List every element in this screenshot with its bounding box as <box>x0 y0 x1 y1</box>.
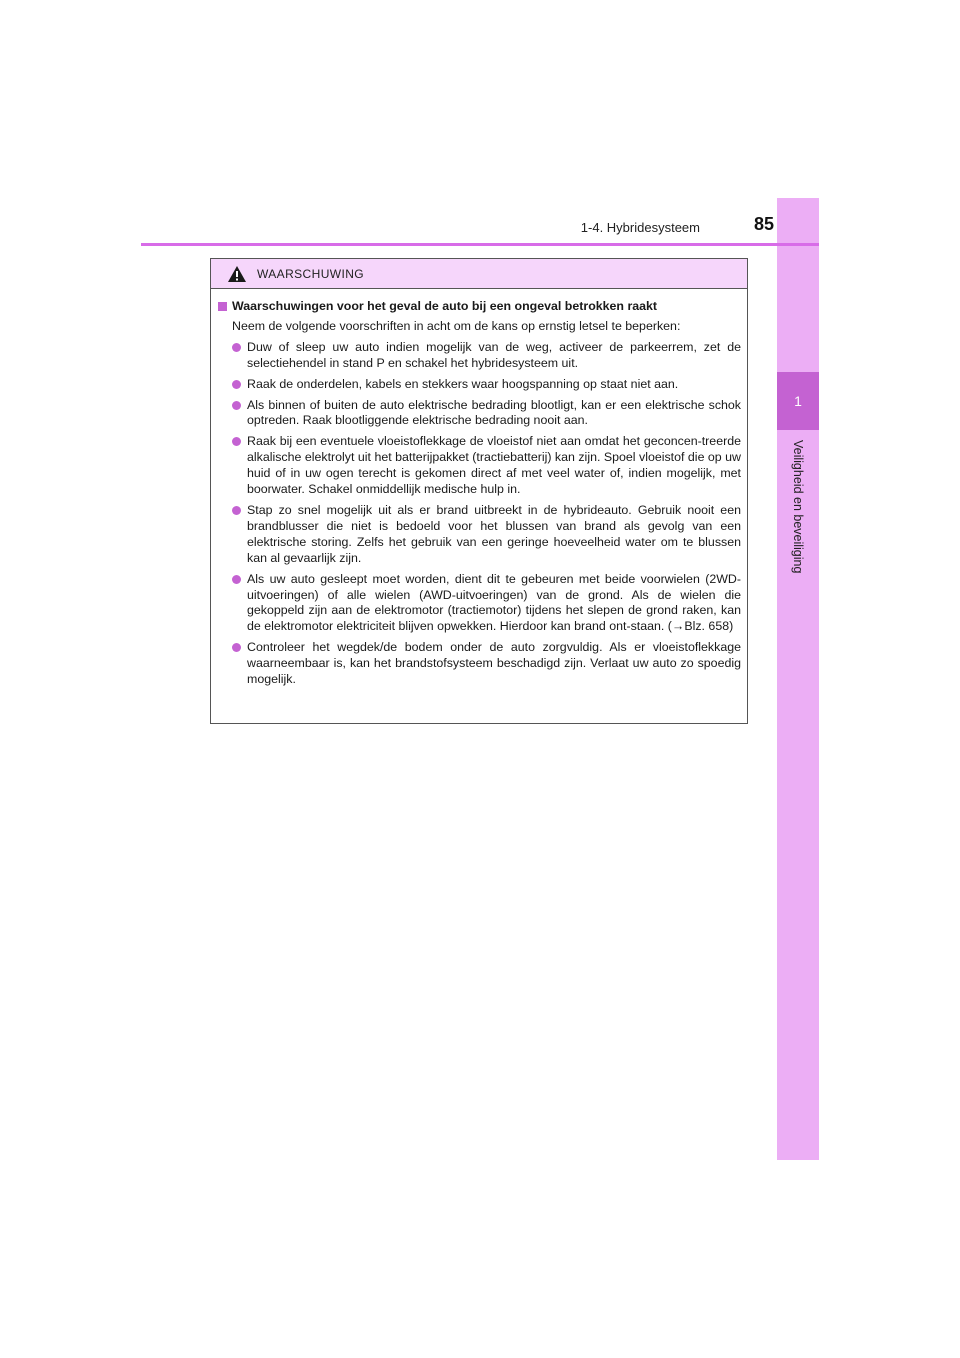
list-item-text: Stap zo snel mogelijk uit als er brand uitbreekt in de hybrideauto. Gebruik nooit een brandblusser die niet is bedoeld voor het blussen van brand als gevolg van een elektrische storing. Zelfs het gebruik van een geringe hoeveelheid water om te blussen kan al gevaarlijk zijn. <box>247 502 741 565</box>
warning-intro: Neem de volgende voorschriften in acht om de kans op ernstig letsel te beperken: <box>232 318 681 333</box>
list-item-text: Controleer het wegdek/de bodem onder de auto zorgvuldig. Als er vloeistoflekkage waarneembaar is, kan het brandstofsysteem beschadigd zijn. Verlaat uw auto zo spoedig mogelijk. <box>247 640 741 687</box>
list-item-text: Duw of sleep uw auto indien mogelijk van de weg, activeer de parkeerrem, zet de selectiehendel in stand P en schakel het hybridesysteem uit. <box>247 339 741 370</box>
bullet-dot-icon <box>232 643 241 652</box>
bullet-dot-icon <box>232 437 241 446</box>
list-item-text: Als uw auto gesleept moet worden, dient dit te gebeuren met beide voorwielen (2WD-uitvoeringen) of alle wielen (AWD-uitvoeringen) van de grond. Als de wielen die gekoppeld zijn aan de elektromotor (tractiemotor) tijdens het slepen de grond raken, kan de elektromotor elektriciteit blijven opwekken. Hierdoor kan brand ont-staan. (→Blz. 658) <box>247 571 741 634</box>
warning-section-title: Waarschuwingen voor het geval de auto bij een ongeval betrokken raakt <box>232 299 658 313</box>
section-title: 1-4. Hybridesysteem <box>580 220 700 235</box>
warning-box <box>210 258 748 724</box>
warning-title: WAARSCHUWING <box>257 266 365 281</box>
list-item <box>218 503 741 567</box>
warning-header <box>211 259 747 289</box>
bullet-dot-icon <box>232 343 241 352</box>
list-item <box>218 640 741 688</box>
chapter-number-tab: 1 <box>777 372 819 430</box>
bullet-dot-icon <box>232 380 241 389</box>
bullet-dot-icon <box>232 401 241 410</box>
header-divider <box>141 243 819 246</box>
warning-triangle-icon <box>227 265 247 283</box>
list-item <box>218 398 741 430</box>
list-item <box>218 377 741 393</box>
list-item-text: Raak bij een eventuele vloeistoflekkage de vloeistof niet aan omdat het geconcen-treerde alkalische elektrolyt uit het batterijpakket (tractiebatterij) kan zijn. Spoel vloeistof die op uw huid of in uw ogen terecht is gekomen direct af met veel water of, indien mogelijk, met boorwater. Schakel onmiddellijk medische hulp in. <box>247 434 741 497</box>
side-tab <box>777 198 819 1160</box>
warning-body <box>211 289 747 688</box>
list-item <box>218 434 741 498</box>
chapter-label: Veiligheid en beveiliging <box>791 440 805 574</box>
page-number: 85 <box>753 214 774 234</box>
square-bullet-icon <box>218 302 227 311</box>
list-item-text: Als binnen of buiten de auto elektrische bedrading blootligt, kan er een elektrische schok optreden. Raak blootliggende elektrische bedrading nooit aan. <box>247 397 741 428</box>
list-item <box>218 572 741 636</box>
list-item <box>218 340 741 372</box>
warning-section-heading <box>218 299 741 315</box>
bullet-dot-icon <box>232 506 241 515</box>
list-item-text: Raak de onderdelen, kabels en stekkers waar hoogspanning op staat niet aan. <box>247 376 679 391</box>
bullet-dot-icon <box>232 575 241 584</box>
